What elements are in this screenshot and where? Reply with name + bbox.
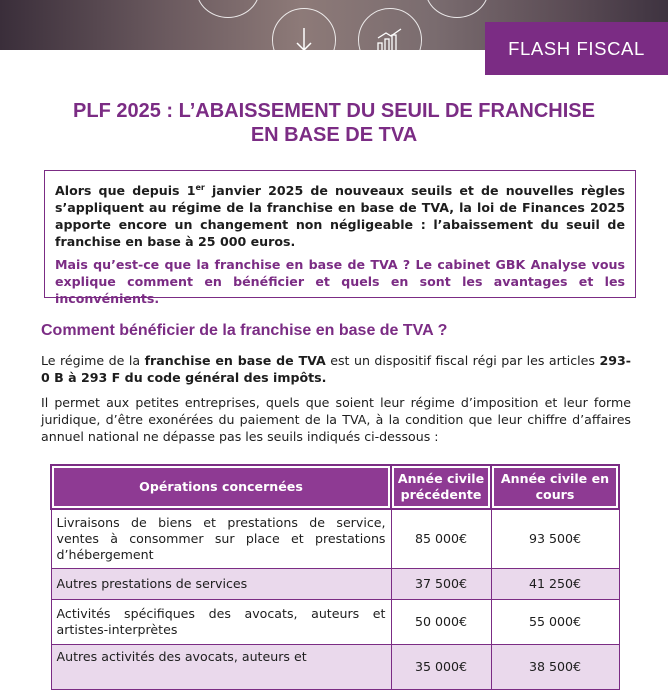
intro-paragraph-2: Mais qu’est-ce que la franchise en base de TVA ? Le cabinet GBK Analyse vous explique comment en bénéficier et quels en sont les avantages et les inconvénients. bbox=[55, 257, 625, 307]
row-label: Autres prestations de services bbox=[51, 569, 391, 600]
title-line-1: PLF 2025 : L’ABAISSEMENT DU SEUIL DE FRANCHISE bbox=[73, 100, 595, 122]
intro-paragraph-1: Alors que depuis 1er janvier 2025 de nouveaux seuils et de nouvelles règles s’appliquent au régime de la franchise en base de TVA, la loi de Finances 2025 apporte encore un changement non négligeable : l’abaissement du seuil de franchise en base à 25 000 euros. bbox=[55, 183, 625, 250]
header-previous-year: Année civile précédente bbox=[391, 465, 491, 509]
row-label: Autres activités des avocats, auteurs et bbox=[51, 645, 391, 690]
table-row bbox=[51, 509, 619, 569]
header-current-year: Année civile en cours bbox=[491, 465, 619, 509]
section-paragraph-1: Le régime de la franchise en base de TVA est un dispositif fiscal régi par les articles 293-0 B à 293 F du code général des impôts. bbox=[41, 353, 631, 385]
row-previous-value: 85 000€ bbox=[391, 509, 491, 569]
table-row bbox=[51, 600, 619, 645]
table-row bbox=[51, 645, 619, 690]
intro-box bbox=[44, 170, 636, 307]
section-paragraph-2: Il permet aux petites entreprises, quels que soient leur régime d’imposition et leur forme juridique, d’être exonérées du paiement de la TVA, à la condition que leur chiffre d’affaires annuel national ne dépasse pas les seuils indiqués ci-dessous : bbox=[41, 395, 631, 444]
title-line-2: EN BASE DE TVA bbox=[250, 124, 418, 146]
row-current-value: 93 500€ bbox=[491, 509, 619, 569]
row-label: Activités spécifiques des avocats, auteurs et artistes-interprètes bbox=[51, 600, 391, 645]
row-current-value: 41 250€ bbox=[491, 569, 619, 600]
row-label: Livraisons de biens et prestations de service, ventes à consommer sur place et prestations d’hébergement bbox=[51, 509, 391, 569]
page-title bbox=[30, 99, 638, 147]
growth-chart-icon bbox=[358, 8, 422, 50]
row-previous-value: 50 000€ bbox=[391, 600, 491, 645]
decorative-circle-right bbox=[425, 0, 489, 18]
table-row bbox=[51, 569, 619, 600]
header-operations: Opérations concernées bbox=[51, 465, 391, 509]
row-current-value: 55 000€ bbox=[491, 600, 619, 645]
row-previous-value: 35 000€ bbox=[391, 645, 491, 690]
section-heading: Comment bénéficier de la franchise en base de TVA ? bbox=[41, 322, 448, 339]
thresholds-table bbox=[50, 464, 620, 690]
decorative-circle-left bbox=[196, 0, 260, 18]
row-current-value: 38 500€ bbox=[491, 645, 619, 690]
download-arrow-icon bbox=[272, 8, 336, 50]
flash-fiscal-tag: FLASH FISCAL bbox=[485, 22, 668, 75]
row-previous-value: 37 500€ bbox=[391, 569, 491, 600]
table-header-row bbox=[51, 465, 619, 509]
